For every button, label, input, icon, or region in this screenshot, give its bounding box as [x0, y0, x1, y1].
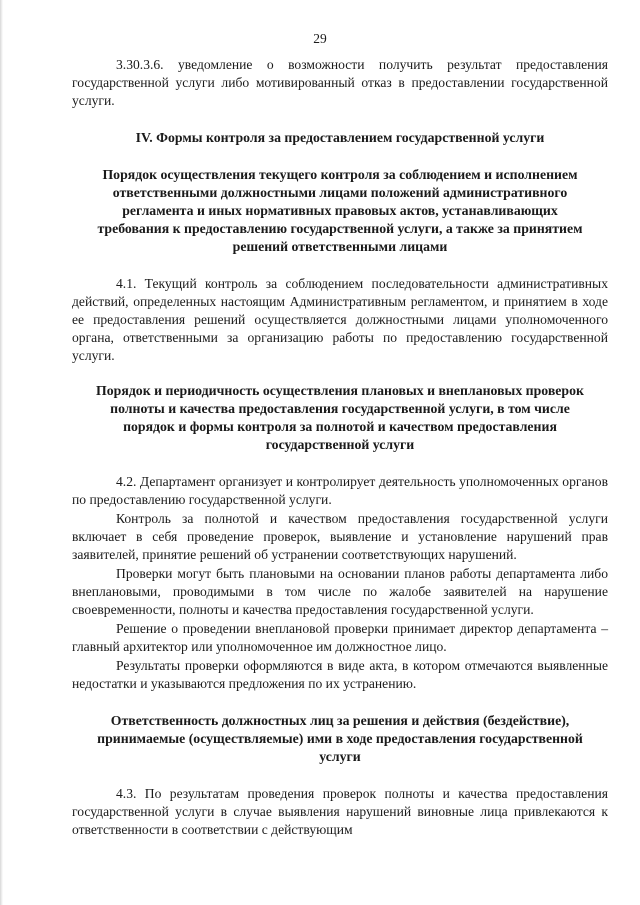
heading-responsibility: Ответственность должностных лиц за решения и действия (бездействие), принимаемые (осуществляемые) ими в ходе предоставления государственной услуги: [97, 713, 583, 764]
paragraph-4-1: 4.1. Текущий контроль за соблюдением последовательности административных действий, определенных настоящим Административным регламентом, и принятием в ходе ее предоставления решений осуществляется должностными лицами уполномоченного органа, ответственными за организацию работы по предоставлению государственной услуги.: [72, 276, 608, 363]
paragraph-results: Результаты проверки оформляются в виде акта, в котором отмечаются выявленные недостатки и указываются предложения по их устранению.: [72, 658, 608, 691]
section-iv-title: IV. Формы контроля за предоставлением государственной услуги: [135, 130, 545, 145]
heading-current-control: Порядок осуществления текущего контроля за соблюдением и исполнением ответственными должностными лицами положений административного регламента и иных нормативных правовых актов, устанавливающих требования к предоставлению государственной услуги, а также за принятием решений ответственными лицами: [97, 167, 583, 254]
paragraph-control-includes: Контроль за полнотой и качеством предоставления государственной услуги включает в себя проведение проверок, выявление и установление нарушений прав заявителей, принятие решений об устранении соответствующих нарушений.: [72, 511, 608, 562]
heading-inspections: Порядок и периодичность осуществления плановых и внеплановых проверок полноты и качества предоставления государственной услуги, в том числе порядок и формы контроля за полнотой и качеством предоставления государственной услуги: [96, 383, 584, 452]
paragraph-checks-types: Проверки могут быть плановыми на основании планов работы департамента либо внеплановыми, проводимыми в том числе по жалобе заявителей на нарушение своевременности, полноты и качества предоставления государственной услуги.: [72, 566, 608, 617]
page-number: 29: [313, 31, 327, 46]
paragraph-4-2: 4.2. Департамент организует и контролирует деятельность уполномоченных органов по предоставлению государственной услуги.: [72, 474, 608, 507]
paragraph-decision: Решение о проведении внеплановой проверки принимает директор департамента – главный архитектор или уполномоченное им должностное лицо.: [72, 621, 608, 654]
paragraph-4-3: 4.3. По результатам проведения проверок полноты и качества предоставления государственной услуги в случае выявления нарушений виновные лица привлекаются к ответственности в соответствии с действующим: [72, 786, 608, 837]
page-content: [72, 50, 608, 839]
scan-edge-shadow: [0, 0, 3, 905]
paragraph-3-30-3-6: 3.30.3.6. уведомление о возможности получить результат предоставления государственной услуги либо мотивированный отказ в предоставлении государственной услуги.: [72, 57, 608, 108]
